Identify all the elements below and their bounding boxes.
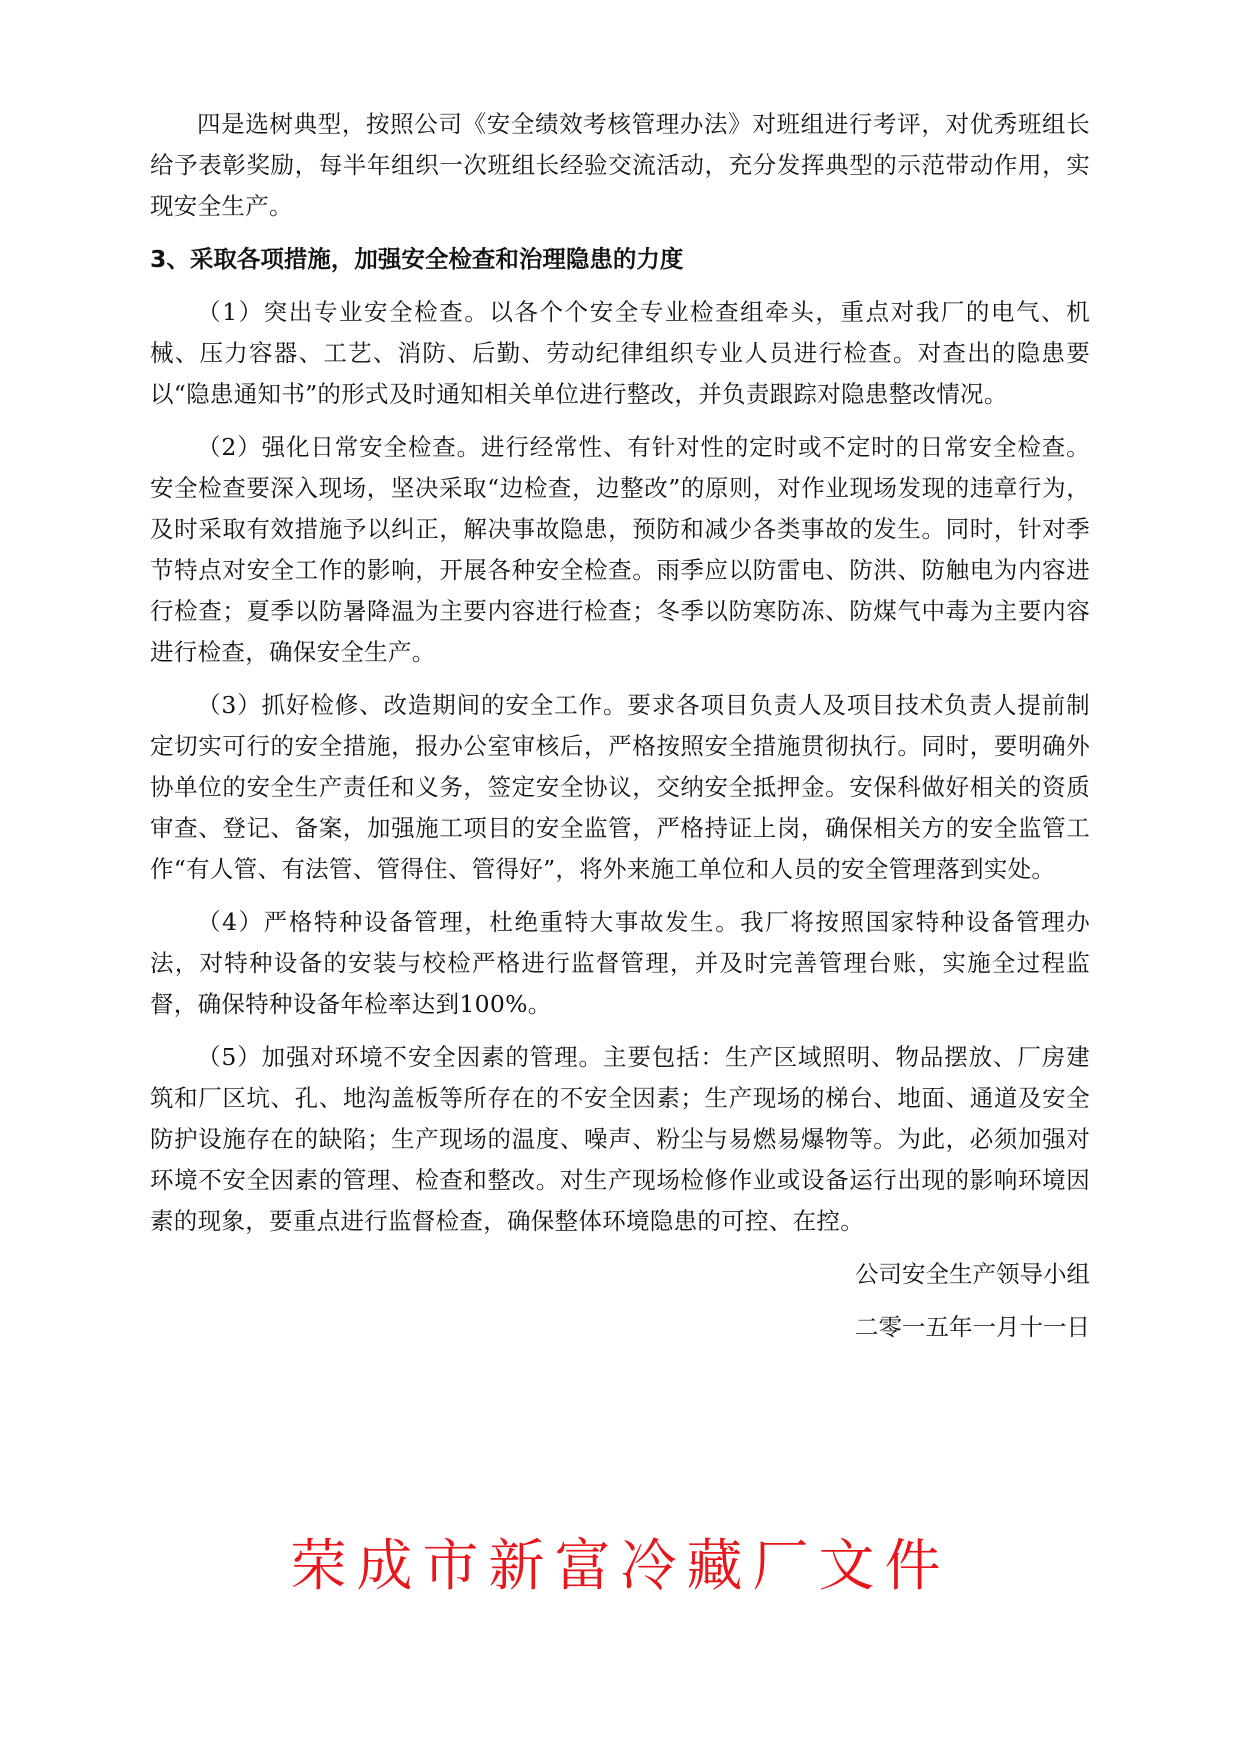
paragraph-item-4: （4）严格特种设备管理，杜绝重特大事故发生。我厂将按照国家特种设备管理办法，对特种设备的安装与校检严格进行监督管理，并及时完善管理台账，实施全过程监督，确保特种设备年检率达到100%。 [150, 908, 1090, 1018]
signature-organization: 公司安全生产领导小组 [855, 1260, 1090, 1288]
paragraph-item-5: （5）加强对环境不安全因素的管理。主要包括：生产区域照明、物品摆放、厂房建筑和厂区坑、孔、地沟盖板等所存在的不安全因素；生产现场的梯台、地面、通道及安全防护设施存在的缺陷；生产现场的温度、噪声、粉尘与易燃易爆物等。为此，必须加强对环境不安全因素的管理、检查和整改。对生产现场检修作业或设备运行出现的影响环境因素的现象，要重点进行监督检查，确保整体环境隐患的可控、在控。 [150, 1043, 1090, 1235]
paragraph-intro: 四是选树典型，按照公司《安全绩效考核管理办法》对班组进行考评，对优秀班组长给予表彰奖励，每半年组织一次班组长经验交流活动，充分发挥典型的示范带动作用，实现安全生产。 [150, 110, 1090, 220]
paragraph-item-1: （1）突出专业安全检查。以各个个安全专业检查组牵头，重点对我厂的电气、机械、压力容器、工艺、消防、后勤、劳动纪律组织专业人员进行检查。对查出的隐患要以“隐患通知书”的形式及时通知相关单位进行整改，并负责跟踪对隐患整改情况。 [150, 298, 1090, 408]
footer-document-title: 荣成市新富冷藏厂文件 [290, 1534, 951, 1599]
paragraph-item-3: （3）抓好检修、改造期间的安全工作。要求各项目负责人及项目技术负责人提前制定切实可行的安全措施，报办公室审核后，严格按照安全措施贯彻执行。同时，要明确外协单位的安全生产责任和义务，签定安全协议，交纳安全抵押金。安保科做好相关的资质审查、登记、备案，加强施工项目的安全监管，严格持证上岗，确保相关方的安全监管工作“有人管、有法管、管得住、管得好”，将外来施工单位和人员的安全管理落到实处。 [150, 691, 1090, 883]
paragraph-item-2: （2）强化日常安全检查。进行经常性、有针对性的定时或不定时的日常安全检查。安全检查要深入现场，坚决采取“边检查，边整改”的原则，对作业现场发现的违章行为，及时采取有效措施予以纠正，解决事故隐患，预防和减少各类事故的发生。同时，针对季节特点对安全工作的影响，开展各种安全检查。雨季应以防雷电、防洪、防触电为内容进行检查；夏季以防暑降温为主要内容进行检查；冬季以防寒防冻、防煤气中毒为主要内容进行检查，确保安全生产。 [150, 433, 1090, 666]
signature-date: 二零一五年一月十一日 [855, 1313, 1090, 1341]
section-heading: 3、采取各项措施，加强安全检查和治理隐患的力度 [150, 245, 684, 273]
document-body [150, 104, 1090, 1360]
